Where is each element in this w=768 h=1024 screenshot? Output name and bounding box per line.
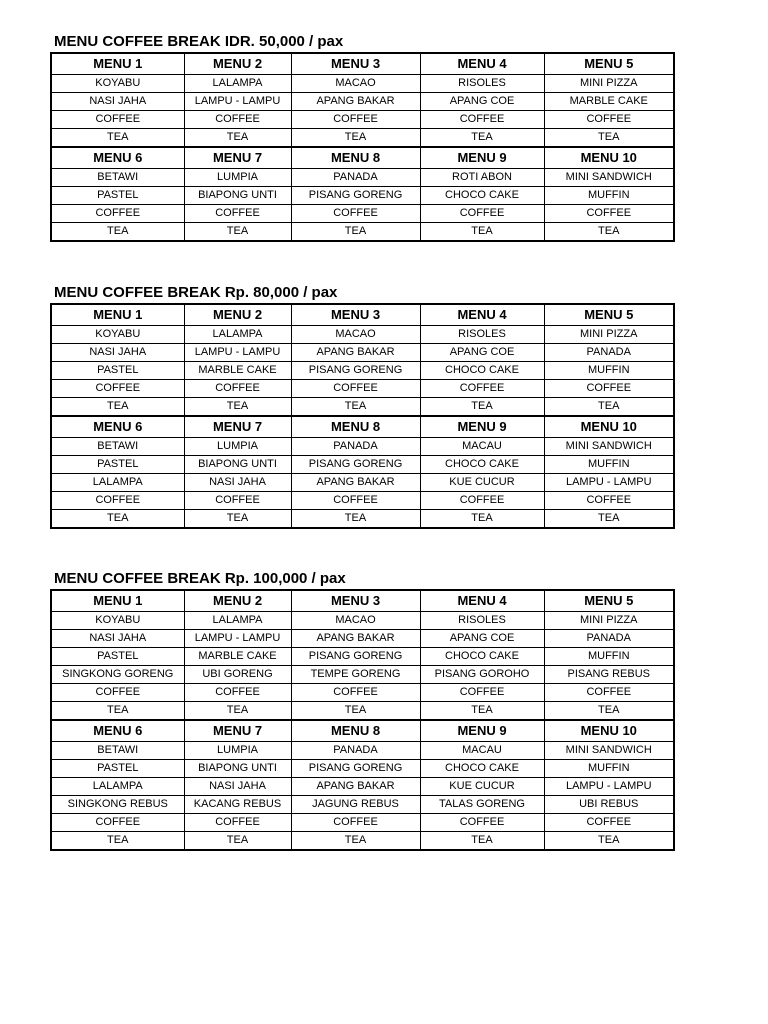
table-row: [51, 832, 674, 851]
menu-item-cell: TEA: [420, 398, 544, 417]
menu-table: [50, 52, 675, 242]
menu-item-cell: SINGKONG REBUS: [51, 796, 184, 814]
menu-item-cell: TEA: [184, 223, 291, 242]
menu-item-cell: COFFEE: [184, 205, 291, 223]
table-row: [51, 742, 674, 760]
menu-item-cell: COFFEE: [51, 205, 184, 223]
table-row: [51, 474, 674, 492]
menu-item-cell: TEA: [291, 129, 420, 148]
menu-item-cell: MACAO: [291, 612, 420, 630]
menu-item-cell: COFFEE: [420, 380, 544, 398]
menu-item-cell: PISANG GORENG: [291, 187, 420, 205]
menu-item-cell: APANG BAKAR: [291, 778, 420, 796]
menu-item-cell: TEA: [291, 510, 420, 529]
menu-item-cell: COFFEE: [291, 380, 420, 398]
table-row: [51, 630, 674, 648]
menu-item-cell: BIAPONG UNTI: [184, 760, 291, 778]
menu-header-cell: MENU 8: [291, 720, 420, 742]
menu-header-row: [51, 304, 674, 326]
menu-item-cell: TEA: [291, 398, 420, 417]
menu-item-cell: MACAU: [420, 438, 544, 456]
menu-item-cell: TEA: [51, 510, 184, 529]
menu-item-cell: TEA: [544, 129, 674, 148]
table-row: [51, 456, 674, 474]
table-row: [51, 223, 674, 242]
menu-header-cell: MENU 8: [291, 416, 420, 438]
menu-item-cell: TEA: [291, 223, 420, 242]
menu-header-cell: MENU 4: [420, 590, 544, 612]
menu-item-cell: KACANG REBUS: [184, 796, 291, 814]
menu-item-cell: APANG BAKAR: [291, 93, 420, 111]
menu-item-cell: COFFEE: [291, 111, 420, 129]
menu-item-cell: UBI REBUS: [544, 796, 674, 814]
table-row: [51, 492, 674, 510]
menu-item-cell: LUMPIA: [184, 742, 291, 760]
menu-header-cell: MENU 9: [420, 416, 544, 438]
menu-header-cell: MENU 7: [184, 720, 291, 742]
menu-item-cell: CHOCO CAKE: [420, 362, 544, 380]
menu-item-cell: LALAMPA: [51, 474, 184, 492]
table-row: [51, 326, 674, 344]
menu-header-cell: MENU 7: [184, 416, 291, 438]
menu-header-cell: MENU 3: [291, 304, 420, 326]
table-row: [51, 344, 674, 362]
menu-item-cell: COFFEE: [420, 492, 544, 510]
menu-item-cell: TEA: [544, 223, 674, 242]
menu-item-cell: KOYABU: [51, 326, 184, 344]
menu-item-cell: TEA: [291, 702, 420, 721]
table-row: [51, 814, 674, 832]
menu-item-cell: TEA: [420, 510, 544, 529]
table-row: [51, 129, 674, 148]
menu-header-cell: MENU 7: [184, 147, 291, 169]
menu-item-cell: COFFEE: [51, 111, 184, 129]
menu-item-cell: TEA: [420, 832, 544, 851]
menu-item-cell: APANG COE: [420, 344, 544, 362]
menu-item-cell: COFFEE: [184, 492, 291, 510]
menu-item-cell: COFFEE: [544, 814, 674, 832]
table-row: [51, 380, 674, 398]
menu-header-cell: MENU 8: [291, 147, 420, 169]
menu-item-cell: RISOLES: [420, 326, 544, 344]
menu-item-cell: NASI JAHA: [184, 474, 291, 492]
menu-item-cell: APANG COE: [420, 630, 544, 648]
menu-table: [50, 303, 675, 529]
menu-item-cell: PISANG GORENG: [291, 648, 420, 666]
menu-item-cell: PASTEL: [51, 760, 184, 778]
menu-item-cell: COFFEE: [51, 380, 184, 398]
table-row: [51, 75, 674, 93]
menu-item-cell: NASI JAHA: [51, 344, 184, 362]
menu-item-cell: CHOCO CAKE: [420, 187, 544, 205]
menu-item-cell: LALAMPA: [51, 778, 184, 796]
menu-item-cell: MARBLE CAKE: [184, 648, 291, 666]
menu-item-cell: TEA: [184, 398, 291, 417]
menu-item-cell: TEA: [420, 223, 544, 242]
menu-item-cell: MACAU: [420, 742, 544, 760]
menu-item-cell: APANG COE: [420, 93, 544, 111]
table-row: [51, 362, 674, 380]
menu-item-cell: TEA: [184, 832, 291, 851]
menu-item-cell: COFFEE: [544, 492, 674, 510]
menu-item-cell: PASTEL: [51, 187, 184, 205]
menu-item-cell: TEA: [420, 702, 544, 721]
menu-section-100000: [50, 569, 673, 851]
menu-item-cell: KOYABU: [51, 612, 184, 630]
menu-item-cell: BETAWI: [51, 742, 184, 760]
section-title: MENU COFFEE BREAK IDR. 50,000 / pax: [54, 33, 344, 50]
menu-item-cell: COFFEE: [544, 205, 674, 223]
menu-item-cell: TEA: [51, 398, 184, 417]
menu-item-cell: NASI JAHA: [51, 630, 184, 648]
menu-table: [50, 589, 675, 851]
menu-item-cell: CHOCO CAKE: [420, 648, 544, 666]
menu-header-cell: MENU 4: [420, 304, 544, 326]
menu-item-cell: MINI PIZZA: [544, 612, 674, 630]
menu-item-cell: TEA: [544, 510, 674, 529]
table-row: [51, 612, 674, 630]
menu-header-cell: MENU 6: [51, 720, 184, 742]
menu-section-80000: [50, 283, 673, 529]
table-row: [51, 510, 674, 529]
menu-item-cell: TEA: [51, 129, 184, 148]
menu-item-cell: COFFEE: [420, 205, 544, 223]
menu-item-cell: PASTEL: [51, 456, 184, 474]
menu-item-cell: BIAPONG UNTI: [184, 456, 291, 474]
menu-item-cell: BETAWI: [51, 438, 184, 456]
menu-item-cell: MARBLE CAKE: [184, 362, 291, 380]
table-row: [51, 111, 674, 129]
menu-header-cell: MENU 5: [544, 304, 674, 326]
table-row: [51, 205, 674, 223]
menu-item-cell: COFFEE: [291, 814, 420, 832]
menu-item-cell: MUFFIN: [544, 760, 674, 778]
menu-item-cell: PANADA: [291, 742, 420, 760]
menu-item-cell: MARBLE CAKE: [544, 93, 674, 111]
menu-item-cell: JAGUNG REBUS: [291, 796, 420, 814]
menu-item-cell: COFFEE: [51, 684, 184, 702]
menu-header-row: [51, 147, 674, 169]
menu-item-cell: MINI PIZZA: [544, 75, 674, 93]
menu-header-cell: MENU 1: [51, 590, 184, 612]
table-row: [51, 666, 674, 684]
menu-item-cell: UBI GORENG: [184, 666, 291, 684]
menu-header-cell: MENU 1: [51, 53, 184, 75]
menu-item-cell: LAMPU - LAMPU: [184, 344, 291, 362]
menu-item-cell: LALAMPA: [184, 75, 291, 93]
menu-header-cell: MENU 2: [184, 53, 291, 75]
menu-header-cell: MENU 9: [420, 720, 544, 742]
menu-item-cell: LALAMPA: [184, 326, 291, 344]
menu-item-cell: LAMPU - LAMPU: [184, 93, 291, 111]
menu-item-cell: TEA: [544, 832, 674, 851]
menu-item-cell: COFFEE: [544, 111, 674, 129]
menu-header-row: [51, 53, 674, 75]
menu-item-cell: NASI JAHA: [184, 778, 291, 796]
menu-item-cell: APANG BAKAR: [291, 344, 420, 362]
table-row: [51, 398, 674, 417]
menu-header-cell: MENU 10: [544, 720, 674, 742]
menu-item-cell: PANADA: [291, 169, 420, 187]
table-row: [51, 648, 674, 666]
menu-item-cell: MUFFIN: [544, 648, 674, 666]
menu-item-cell: RISOLES: [420, 612, 544, 630]
menu-item-cell: MUFFIN: [544, 362, 674, 380]
menu-header-cell: MENU 9: [420, 147, 544, 169]
menu-header-row: [51, 720, 674, 742]
menu-item-cell: COFFEE: [291, 205, 420, 223]
menu-item-cell: PISANG GORENG: [291, 760, 420, 778]
menu-item-cell: COFFEE: [51, 814, 184, 832]
menu-item-cell: BIAPONG UNTI: [184, 187, 291, 205]
section-title: MENU COFFEE BREAK Rp. 100,000 / pax: [54, 570, 346, 587]
menu-item-cell: COFFEE: [184, 111, 291, 129]
menu-item-cell: LALAMPA: [184, 612, 291, 630]
menu-item-cell: COFFEE: [51, 492, 184, 510]
menu-item-cell: COFFEE: [184, 684, 291, 702]
menu-item-cell: MINI PIZZA: [544, 326, 674, 344]
menu-item-cell: TEA: [184, 129, 291, 148]
menu-item-cell: COFFEE: [291, 492, 420, 510]
menu-header-row: [51, 416, 674, 438]
menu-item-cell: LAMPU - LAMPU: [544, 778, 674, 796]
menu-item-cell: CHOCO CAKE: [420, 760, 544, 778]
menu-item-cell: MINI SANDWICH: [544, 169, 674, 187]
menu-item-cell: TEA: [51, 223, 184, 242]
menu-item-cell: LAMPU - LAMPU: [184, 630, 291, 648]
menu-item-cell: COFFEE: [420, 111, 544, 129]
menu-item-cell: APANG BAKAR: [291, 474, 420, 492]
menu-header-cell: MENU 5: [544, 590, 674, 612]
table-row: [51, 702, 674, 721]
menu-item-cell: NASI JAHA: [51, 93, 184, 111]
table-row: [51, 187, 674, 205]
menu-item-cell: APANG BAKAR: [291, 630, 420, 648]
table-row: [51, 169, 674, 187]
menu-item-cell: TEA: [51, 702, 184, 721]
menu-item-cell: TEA: [184, 510, 291, 529]
menu-header-cell: MENU 2: [184, 304, 291, 326]
menu-header-cell: MENU 3: [291, 590, 420, 612]
menu-item-cell: COFFEE: [544, 380, 674, 398]
menu-item-cell: TEA: [544, 398, 674, 417]
table-row: [51, 778, 674, 796]
menu-item-cell: COFFEE: [420, 684, 544, 702]
menu-item-cell: KUE CUCUR: [420, 778, 544, 796]
menu-item-cell: PISANG GOROHO: [420, 666, 544, 684]
menu-header-cell: MENU 6: [51, 147, 184, 169]
menu-item-cell: MUFFIN: [544, 456, 674, 474]
menu-item-cell: LUMPIA: [184, 169, 291, 187]
section-title: MENU COFFEE BREAK Rp. 80,000 / pax: [54, 284, 338, 301]
menu-item-cell: PANADA: [291, 438, 420, 456]
menu-item-cell: CHOCO CAKE: [420, 456, 544, 474]
table-row: [51, 760, 674, 778]
menu-item-cell: LAMPU - LAMPU: [544, 474, 674, 492]
menu-header-cell: MENU 6: [51, 416, 184, 438]
menu-header-cell: MENU 1: [51, 304, 184, 326]
menu-item-cell: MUFFIN: [544, 187, 674, 205]
table-row: [51, 93, 674, 111]
table-row: [51, 438, 674, 456]
menu-item-cell: TEA: [291, 832, 420, 851]
menu-header-row: [51, 590, 674, 612]
menu-item-cell: TEA: [184, 702, 291, 721]
menu-header-cell: MENU 4: [420, 53, 544, 75]
menu-item-cell: COFFEE: [420, 814, 544, 832]
menu-item-cell: MACAO: [291, 75, 420, 93]
menu-item-cell: TALAS GORENG: [420, 796, 544, 814]
menu-item-cell: PISANG REBUS: [544, 666, 674, 684]
menu-item-cell: PISANG GORENG: [291, 362, 420, 380]
menu-item-cell: PASTEL: [51, 648, 184, 666]
menu-header-cell: MENU 10: [544, 147, 674, 169]
menu-item-cell: TEA: [51, 832, 184, 851]
menu-item-cell: COFFEE: [544, 684, 674, 702]
menu-item-cell: SINGKONG GORENG: [51, 666, 184, 684]
menu-item-cell: KUE CUCUR: [420, 474, 544, 492]
menu-item-cell: COFFEE: [184, 380, 291, 398]
menu-item-cell: PANADA: [544, 344, 674, 362]
menu-item-cell: RISOLES: [420, 75, 544, 93]
menu-item-cell: TEA: [544, 702, 674, 721]
table-row: [51, 684, 674, 702]
menu-item-cell: TEA: [420, 129, 544, 148]
menu-item-cell: BETAWI: [51, 169, 184, 187]
menu-header-cell: MENU 2: [184, 590, 291, 612]
menu-item-cell: MINI SANDWICH: [544, 742, 674, 760]
menu-item-cell: COFFEE: [184, 814, 291, 832]
menu-item-cell: LUMPIA: [184, 438, 291, 456]
menu-item-cell: ROTI ABON: [420, 169, 544, 187]
menu-item-cell: TEMPE GORENG: [291, 666, 420, 684]
menu-section-50000: [50, 32, 673, 242]
menu-header-cell: MENU 5: [544, 53, 674, 75]
menu-item-cell: MINI SANDWICH: [544, 438, 674, 456]
menu-item-cell: PASTEL: [51, 362, 184, 380]
menu-item-cell: KOYABU: [51, 75, 184, 93]
table-row: [51, 796, 674, 814]
menu-item-cell: MACAO: [291, 326, 420, 344]
menu-item-cell: COFFEE: [291, 684, 420, 702]
menu-header-cell: MENU 3: [291, 53, 420, 75]
menu-item-cell: PISANG GORENG: [291, 456, 420, 474]
menu-item-cell: PANADA: [544, 630, 674, 648]
menu-header-cell: MENU 10: [544, 416, 674, 438]
